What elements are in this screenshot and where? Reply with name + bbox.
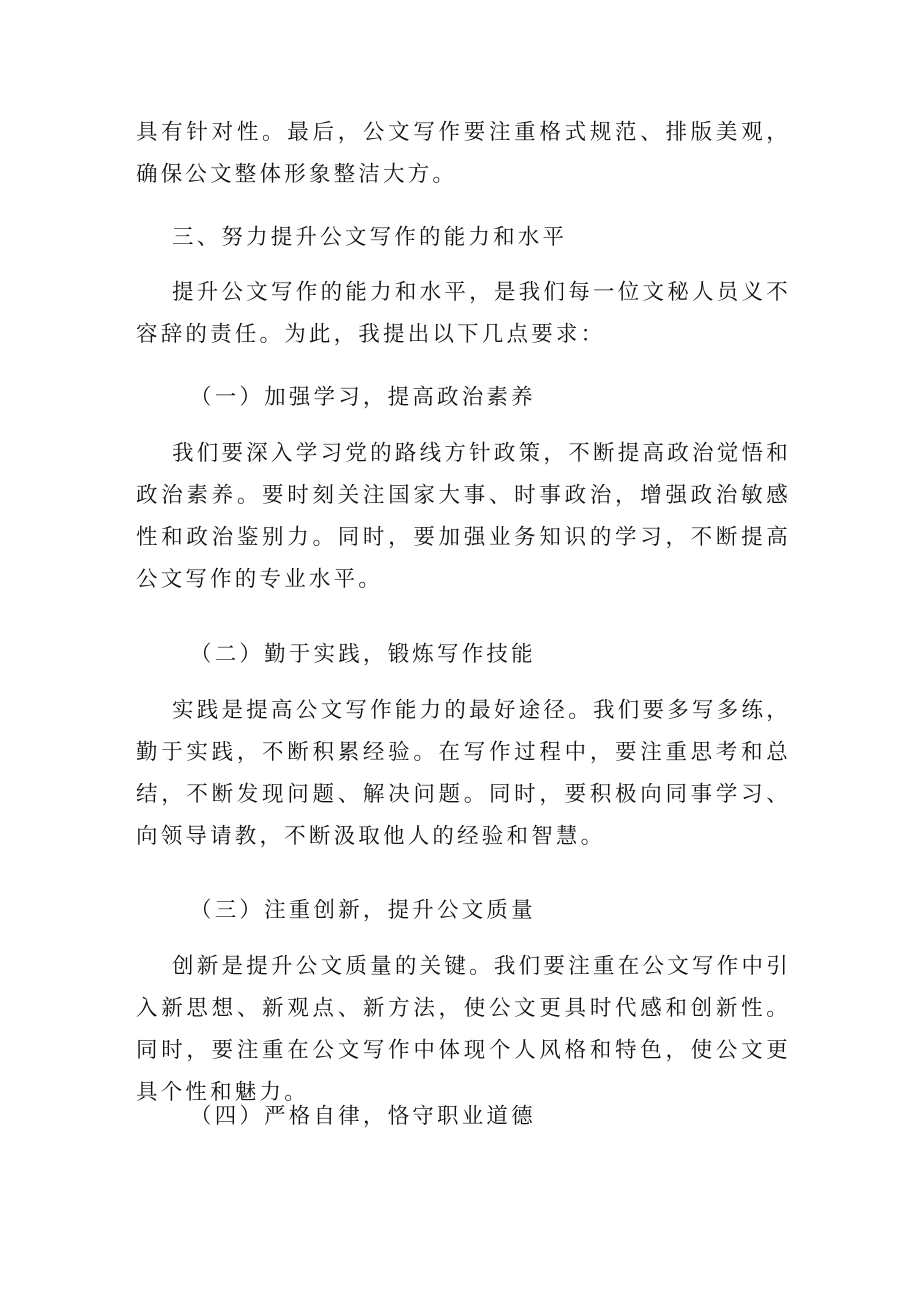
subheading-3: （三）注重创新，提升公文质量 xyxy=(190,898,536,923)
paragraph-study: 我们要深入学习党的路线方针政策，不断提高政治觉悟和政治素养。要时刻关注国家大事、时事政治，增强政治敏感性和政治鉴别力。同时，要加强业务知识的学习，不断提高公文写作的专业水平。 xyxy=(136,441,791,592)
paragraph-innovation: 创新是提升公文质量的关键。我们要注重在公文写作中引入新思想、新观点、新方法，使公文更具时代感和创新性。同时，要注重在公文写作中体现个人风格和特色，使公文更具个性和魅力。 xyxy=(136,954,791,1105)
paragraph-intro: 提升公文写作的能力和水平，是我们每一位文秘人员义不容辞的责任。为此，我提出以下几点要求： xyxy=(136,280,791,347)
paragraph-practice: 实践是提高公文写作能力的最好途径。我们要多写多练，勤于实践，不断积累经验。在写作过程中，要注重思考和总结，不断发现问题、解决问题。同时，要积极向同事学习、向领导请教，不断汲取他人的经验和智慧。 xyxy=(136,698,791,849)
section-heading-3: 三、努力提升公文写作的能力和水平 xyxy=(172,225,568,250)
subheading-1: （一）加强学习，提高政治素养 xyxy=(190,385,536,410)
subheading-4: （四）严格自律，恪守职业道德 xyxy=(190,1104,536,1129)
paragraph-continuation: 具有针对性。最后，公文写作要注重格式规范、排版美观，确保公文整体形象整洁大方。 xyxy=(136,120,791,187)
subheading-2: （二）勤于实践，锻炼写作技能 xyxy=(190,642,536,667)
